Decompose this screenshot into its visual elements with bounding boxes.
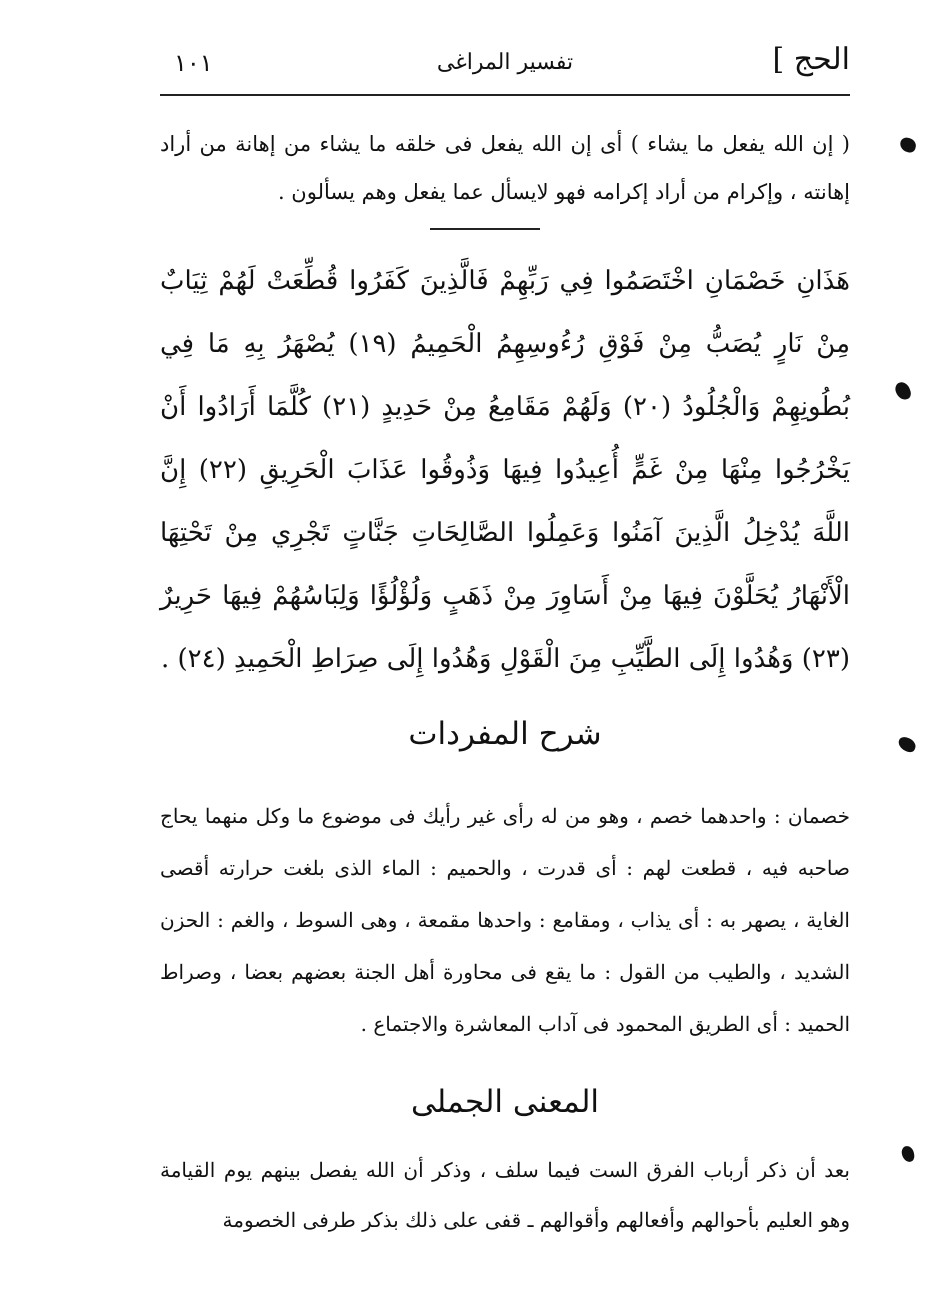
margin-speck [901,1145,916,1163]
general-meaning-heading: المعنى الجملى [410,1084,600,1120]
book-title: تفسير المراغى [436,50,574,75]
chapter-name: الحج ] [772,42,850,77]
page-header [160,40,850,92]
margin-speck [893,380,912,402]
vocabulary-text: خصمان : واحدهما خصم ، وهو من له رأى غير رأيك فى موضوع ما وكل منهما يحاج صاحبه فيه ، قطعت لهم : أى قدرت ، والحميم : الماء الذى بلغت حرارته أقصى الغاية ، يصهر به : أى يذاب ، ومقامع : واحدها مقمعة ، وهى السوط ، والغم : الحزن الشديد ، والطيب من القول : ما يقع فى محاورة أهل الجنة بعضهم بعضا ، وصراط الحميد : أى الطريق المحمود فى آداب المعاشرة والاجتماع . [160,804,850,1036]
header-rule [160,94,850,96]
page-number: ١٠١ [174,49,213,77]
quran-verses: هَذَانِ خَصْمَانِ اخْتَصَمُوا فِي رَبِّهِمْ فَالَّذِينَ كَفَرُوا قُطِّعَتْ لَهُمْ ثِيَابٌ مِنْ نَارٍ يُصَبُّ مِنْ فَوْقِ رُءُوسِهِمُ الْحَمِيمُ (١٩) يُصْهَرُ بِهِ مَا فِي بُطُونِهِمْ وَالْجُلُودُ (٢٠) وَلَهُمْ مَقَامِعُ مِنْ حَدِيدٍ (٢١) كُلَّمَا أَرَادُوا أَنْ يَخْرُجُوا مِنْهَا مِنْ غَمٍّ أُعِيدُوا فِيهَا وَذُوقُوا عَذَابَ الْحَرِيقِ (٢٢) إِنَّ اللَّهَ يُدْخِلُ الَّذِينَ آمَنُوا وَعَمِلُوا الصَّالِحَاتِ جَنَّاتٍ تَجْرِي مِنْ تَحْتِهَا الْأَنْهَارُ يُحَلَّوْنَ فِيهَا مِنْ أَسَاوِرَ مِنْ ذَهَبٍ وَلُؤْلُؤًا وَلِبَاسُهُمْ فِيهَا حَرِيرٌ (٢٣) وَهُدُوا إِلَى الطَّيِّبِ مِنَ الْقَوْلِ وَهُدُوا إِلَى صِرَاطِ الْحَمِيدِ (٢٤) . [160,266,851,674]
general-meaning-text: بعد أن ذكر أرباب الفرق الست فيما سلف ، وذكر أن الله يفصل بينهم يوم القيامة وهو العليم بأحوالهم وأفعالهم وأقوالهم ـ قفى على ذلك بذكر طرفى الخصومة [160,1158,850,1232]
margin-speck [898,136,917,154]
vocabulary-heading: شرح المفردات [408,716,602,752]
section-separator [430,228,540,230]
intro-paragraph: ( إن الله يفعل ما يشاء ) أى إن الله يفعل فى خلقه ما يشاء من إهانة من أراد إهانته ، وإكرام من أراد إكرامه فهو لايسأل عما يفعل وهم يسألون . [160,132,850,204]
margin-speck [896,735,918,754]
